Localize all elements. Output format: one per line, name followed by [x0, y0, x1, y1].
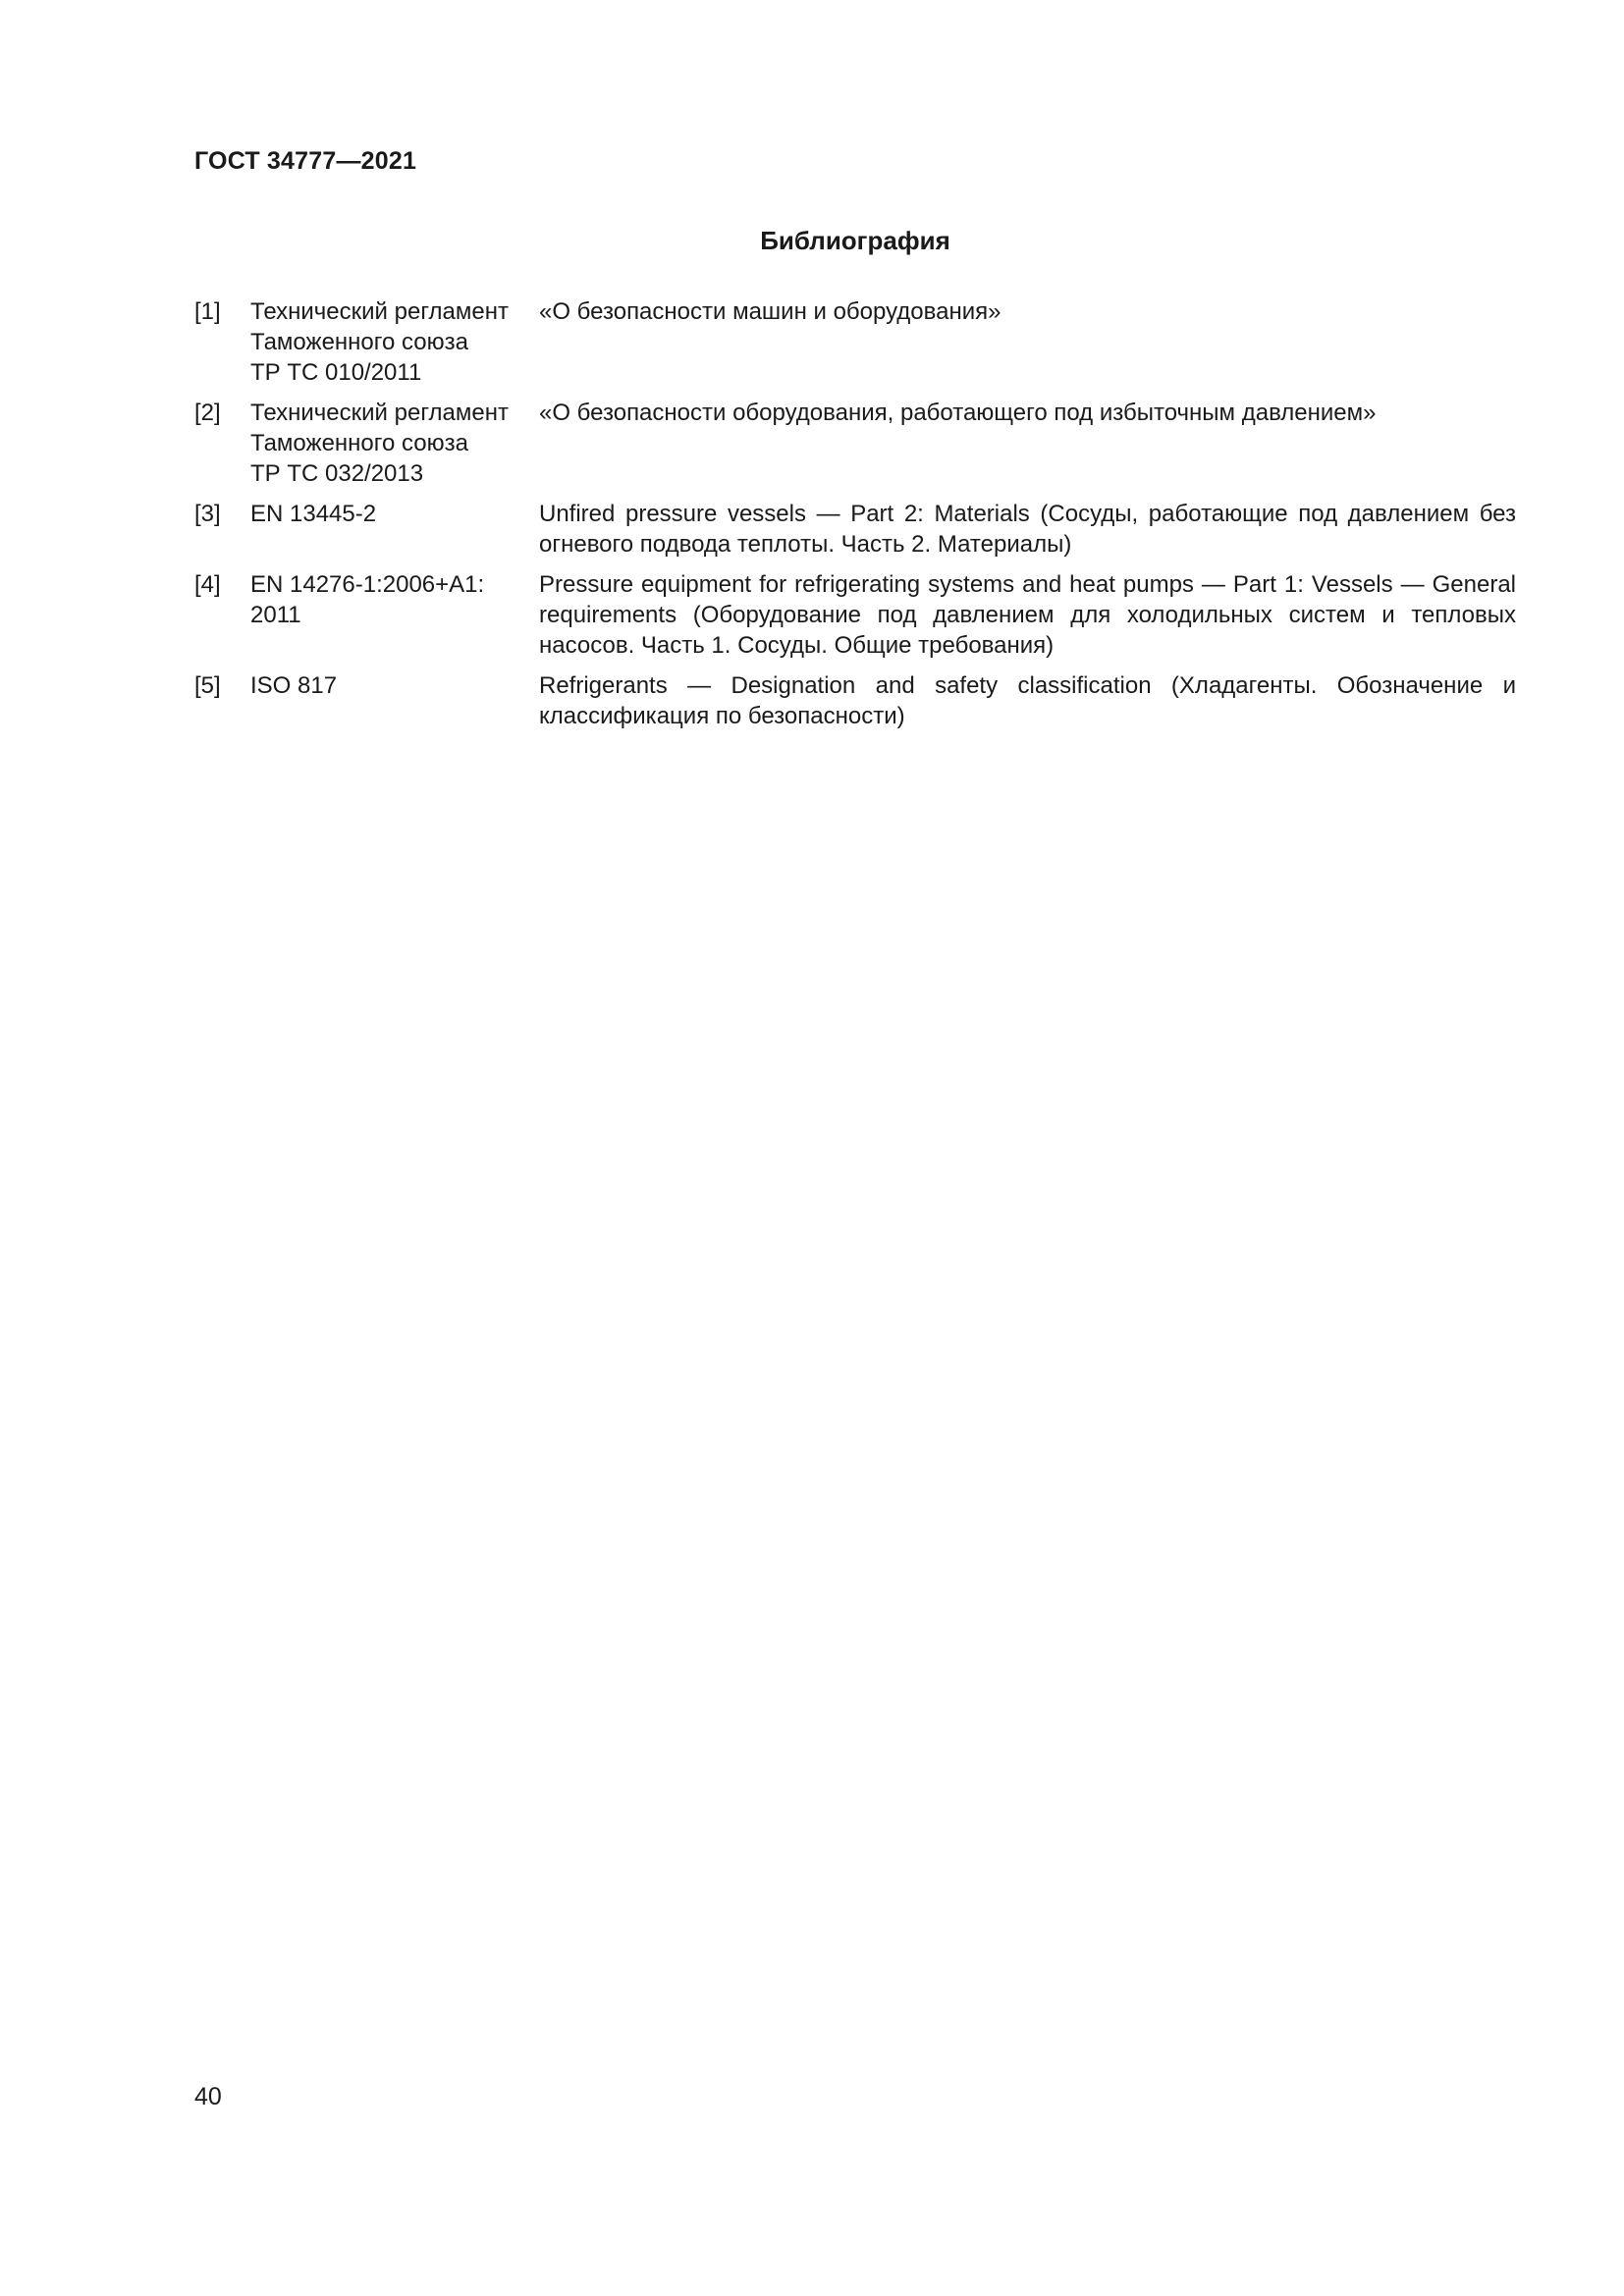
- page-number: 40: [194, 2083, 222, 2110]
- entry-title: «О безопасности оборудования, работающего под избыточным давлением»: [539, 400, 1377, 426]
- entry-reference: EN 14276-1:2006+A1: 2011: [250, 571, 485, 628]
- bibliography-entry: [194, 670, 1516, 731]
- entry-reference: Технический регламент Таможенного союза ТР ТС 010/2011: [250, 298, 509, 386]
- entry-number: [3]: [194, 501, 221, 527]
- entry-number: [2]: [194, 400, 221, 426]
- entry-title: Pressure equipment for refrigerating systems and heat pumps — Part 1: Vessels — General requirements (Оборудование под давлением для холодильных систем и тепловых насосов. Часть 1. Сосуды. Общие требования): [539, 571, 1516, 659]
- entry-title: «О безопасности машин и оборудования»: [539, 298, 1001, 325]
- entry-number: [5]: [194, 672, 221, 699]
- entry-number: [4]: [194, 571, 221, 598]
- bibliography-list: [194, 296, 1516, 741]
- bibliography-entry: [194, 499, 1516, 560]
- entry-title: Unfired pressure vessels — Part 2: Materials (Сосуды, работающие под давлением без огневого подвода теплоты. Часть 2. Материалы): [539, 501, 1516, 558]
- bibliography-entry: [194, 398, 1516, 489]
- entry-reference: Технический регламент Таможенного союза ТР ТС 032/2013: [250, 400, 509, 487]
- section-title: Библиография: [760, 226, 950, 255]
- document-code: ГОСТ 34777—2021: [194, 147, 417, 175]
- entry-reference: ISO 817: [250, 672, 338, 699]
- entry-reference: EN 13445-2: [250, 501, 377, 527]
- entry-title: Refrigerants — Designation and safety classification (Хладагенты. Обозначение и классификация по безопасности): [539, 672, 1516, 729]
- bibliography-entry: [194, 569, 1516, 661]
- entry-number: [1]: [194, 298, 221, 325]
- bibliography-entry: [194, 296, 1516, 388]
